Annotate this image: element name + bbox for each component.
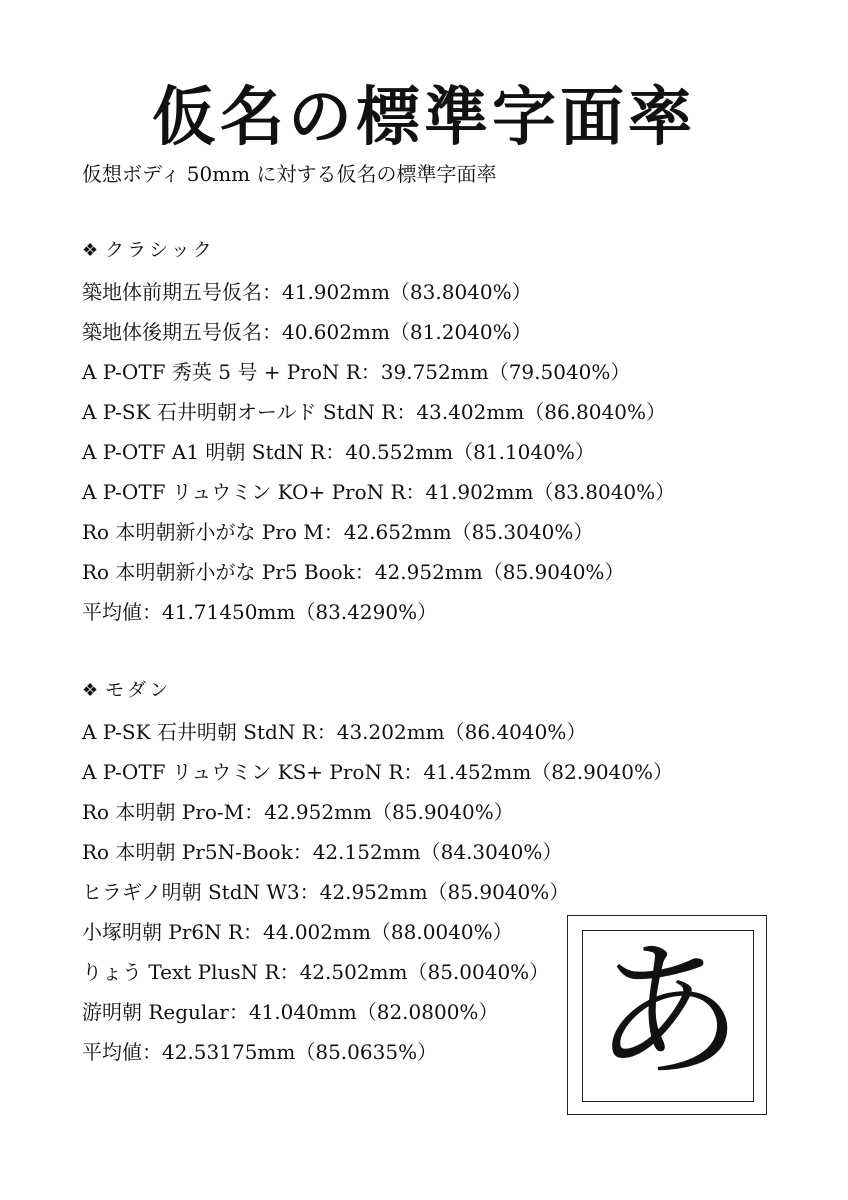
glyph-specimen-frame [567,915,767,1115]
list-item: 小塚明朝 Pr6N R：44.002mm（88.0040%） [82,920,513,944]
average-item: 平均値：42.53175mm（85.0635%） [82,1040,438,1064]
page-title: 仮名の標準字面率 [152,80,696,155]
list-item: 築地体前期五号仮名：41.902mm（83.8040%） [82,280,532,304]
list-item: Ro 本明朝新小がな Pr5 Book：42.952mm（85.9040%） [82,560,625,584]
list-item: A P-SK 石井明朝 StdN R：43.202mm（86.4040%） [82,720,587,744]
list-item: Ro 本明朝新小がな Pro M：42.652mm（85.3040%） [82,520,594,544]
section-heading-label: モダン [105,679,172,701]
list-item: A P-SK 石井明朝オールド StdN R：43.402mm（86.8040%） [82,400,666,424]
section-heading-classic [82,236,215,265]
list-item: Ro 本明朝 Pro-M：42.952mm（85.9040%） [82,800,514,824]
list-item: A P-OTF A1 明朝 StdN R：40.552mm（81.1040%） [82,440,595,464]
list-item: りょう Text PlusN R：42.502mm（85.0040%） [82,960,550,984]
list-item: 游明朝 Regular：41.040mm（82.0800%） [82,1000,499,1024]
list-item: A P-OTF リュウミン KO+ ProN R：41.902mm（83.8040%） [82,480,676,504]
virtual-body-box [582,930,754,1102]
list-item: A P-OTF リュウミン KS+ ProN R：41.452mm（82.9040%） [82,760,674,784]
section-heading-modern [82,676,171,705]
section-heading-label: クラシック [105,239,215,261]
specimen-glyph: あ [592,930,743,1100]
average-item: 平均値：41.71450mm（83.4290%） [82,600,438,624]
diamond-bullet-icon: ❖ [82,240,102,261]
diamond-bullet-icon: ❖ [82,680,102,701]
list-item: A P-OTF 秀英 5 号 + ProN R：39.752mm（79.5040%） [82,360,631,384]
classic-font-list [82,272,675,632]
page-subtitle: 仮想ボディ 50mm に対する仮名の標準字面率 [82,162,497,186]
list-item: 築地体後期五号仮名：40.602mm（81.2040%） [82,320,532,344]
list-item: ヒラギノ明朝 StdN W3：42.952mm（85.9040%） [82,880,570,904]
list-item: Ro 本明朝 Pr5N-Book：42.152mm（84.3040%） [82,840,563,864]
